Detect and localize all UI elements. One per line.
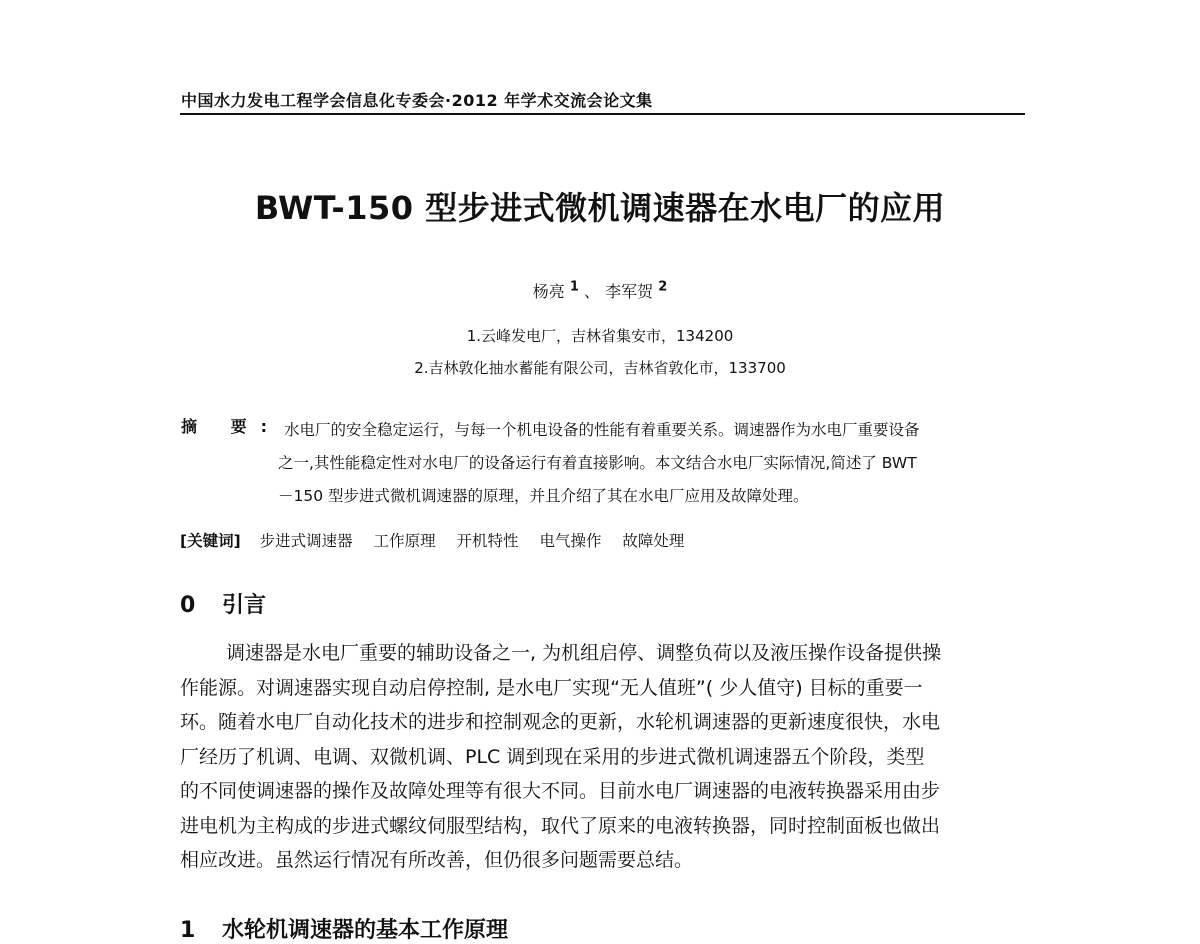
affiliation-mark: 2 [658, 279, 668, 295]
body-line: 作能源。对调速器实现自动启停控制, 是水电厂实现“无人值班”( 少人值守) 目标的重要一 [180, 676, 923, 699]
author-line [0, 279, 1200, 302]
abstract-line: －150 型步进式微机调速器的原理，并且介绍了其在水电厂应用及故障处理。 [278, 487, 809, 505]
keyword: 工作原理 [373, 532, 436, 550]
body-line: 相应改进。虽然运行情况有所改善，但仍很多问题需要总结。 [180, 849, 694, 871]
section-number: 0 [180, 593, 196, 618]
section-title: 引言 [222, 593, 267, 618]
author-separator: 、 [583, 282, 600, 301]
body-line: 进电机为主构成的步进式螺纹伺服型结构，取代了原来的电液转换器，同时控制面板也做出 [180, 814, 941, 837]
body-line: 厂经历了机调、电调、双微机调、PLC 调到现在采用的步进式微机调速器五个阶段，类型 [180, 745, 925, 768]
keywords [180, 529, 700, 551]
author-name: 杨亮 [532, 282, 565, 301]
paper-title: BWT-150 型步进式微机调速器在水电厂的应用 [254, 189, 946, 227]
body-line: 的不同使调速器的操作及故障处理等有很大不同。目前水电厂调速器的电液转换器采用由步 [180, 780, 941, 802]
keyword: 故障处理 [622, 532, 685, 550]
keyword: 电气操作 [539, 532, 602, 550]
affiliation-mark: 1 [569, 279, 579, 295]
abstract-text [278, 414, 1023, 513]
abstract-line: 水电厂的安全稳定运行，与每一个机电设备的性能有着重要关系。调速器作为水电厂重要设备 [284, 421, 920, 439]
abstract-line: 之一,其性能稳定性对水电厂的设备运行有着直接影响。本文结合水电厂实际情况,简述了 BWT [278, 454, 917, 472]
abstract-label: 摘 要: [181, 417, 281, 436]
affiliation-1: 1.云峰发电厂，吉林省集安市，134200 [466, 327, 734, 345]
section-number: 1 [180, 918, 196, 943]
running-header: 中国水力发电工程学会信息化专委会·2012 年学术交流会论文集 [181, 91, 653, 110]
author-name: 李军贺 [605, 282, 654, 301]
header-rule [180, 113, 1025, 115]
affiliation-2: 2.吉林敦化抽水蓄能有限公司，吉林省敦化市，133700 [414, 359, 786, 377]
introduction-body [180, 636, 1025, 878]
section-heading-introduction [180, 588, 266, 619]
body-line: 调速器是水电厂重要的辅助设备之一, 为机组启停、调整负荷以及液压操作设备提供操 [226, 642, 942, 664]
section-title: 水轮机调速器的基本工作原理 [222, 918, 509, 943]
body-line: 环。随着水电厂自动化技术的进步和控制观念的更新，水轮机调速器的更新速度很快，水电 [180, 711, 941, 733]
keyword: 开机特性 [456, 532, 519, 550]
keywords-label: [关键词] [180, 532, 241, 550]
keyword: 步进式调速器 [259, 532, 353, 550]
section-heading-principle [180, 913, 508, 944]
